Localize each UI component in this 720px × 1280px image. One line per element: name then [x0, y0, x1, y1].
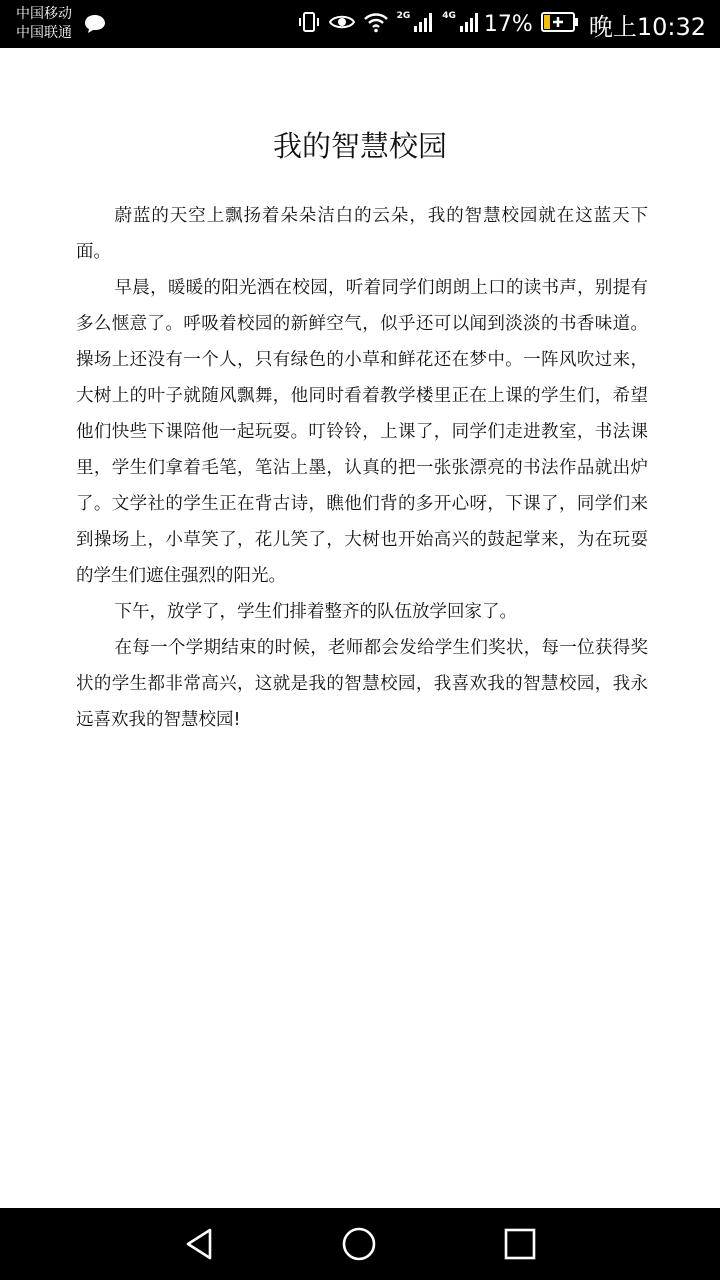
- article-paragraph: 在每一个学期结束的时候，老师都会发给学生们奖状，每一位获得奖状的学生都非常高兴，这就是我的智慧校园，我喜欢我的智慧校园，我永远喜欢我的智慧校园!: [76, 638, 648, 730]
- recent-apps-icon[interactable]: [502, 1226, 538, 1262]
- carrier-info: [16, 5, 72, 43]
- message-icon: [84, 14, 106, 34]
- article-view[interactable]: [0, 48, 720, 1208]
- battery-charging-icon: [541, 11, 579, 37]
- wifi-icon: [363, 11, 389, 37]
- eye-comfort-icon: [329, 10, 355, 38]
- network-4g-label: 4G: [442, 11, 456, 21]
- signal-icon: [458, 11, 480, 37]
- navigation-bar: [0, 1208, 720, 1280]
- status-icons: [289, 0, 706, 48]
- article-paragraph: 蔚蓝的天空上飘扬着朵朵洁白的云朵，我的智慧校园就在这蓝天下面。: [76, 206, 648, 262]
- carrier-1: 中国移动: [16, 6, 72, 22]
- back-icon[interactable]: [182, 1226, 218, 1262]
- network-2g-label: 2G: [396, 11, 411, 21]
- article-paragraph: 早晨，暖暖的阳光洒在校园，听着同学们朗朗上口的读书声，别提有多么惬意了。呼吸着校园的新鲜空气，似乎还可以闻到淡淡的书香味道。操场上还没有一个人，只有绿色的小草和鲜花还在梦中。一阵风吹过来，大树上的叶子就随风飘舞，他同时看着教学楼里正在上课的学生们，希望他们快些下课陪他一起玩耍。叮铃铃，上课了，同学们走进教室，书法课里，学生们拿着毛笔，笔沾上墨，认真的把一张张漂亮的书法作品就出炉了。文学社的学生正在背古诗，瞧他们背的多开心呀，下课了，同学们来到操场上，小草笑了，花儿笑了，大树也开始高兴的鼓起掌来，为在玩耍的学生们遮住强烈的阳光。: [76, 278, 648, 586]
- article-title: 我的智慧校园: [272, 129, 447, 163]
- carrier-2: 中国联通: [16, 25, 72, 41]
- home-icon[interactable]: [341, 1226, 377, 1262]
- clock: 晚上10:32: [588, 12, 706, 41]
- article-body: [76, 198, 648, 738]
- vibrate-icon: [297, 10, 321, 38]
- battery-percent: 17%: [483, 11, 533, 37]
- status-bar: [0, 0, 720, 48]
- article-paragraph: 下午，放学了，学生们排着整齐的队伍放学回家了。: [114, 602, 517, 622]
- signal-icon: [412, 11, 434, 37]
